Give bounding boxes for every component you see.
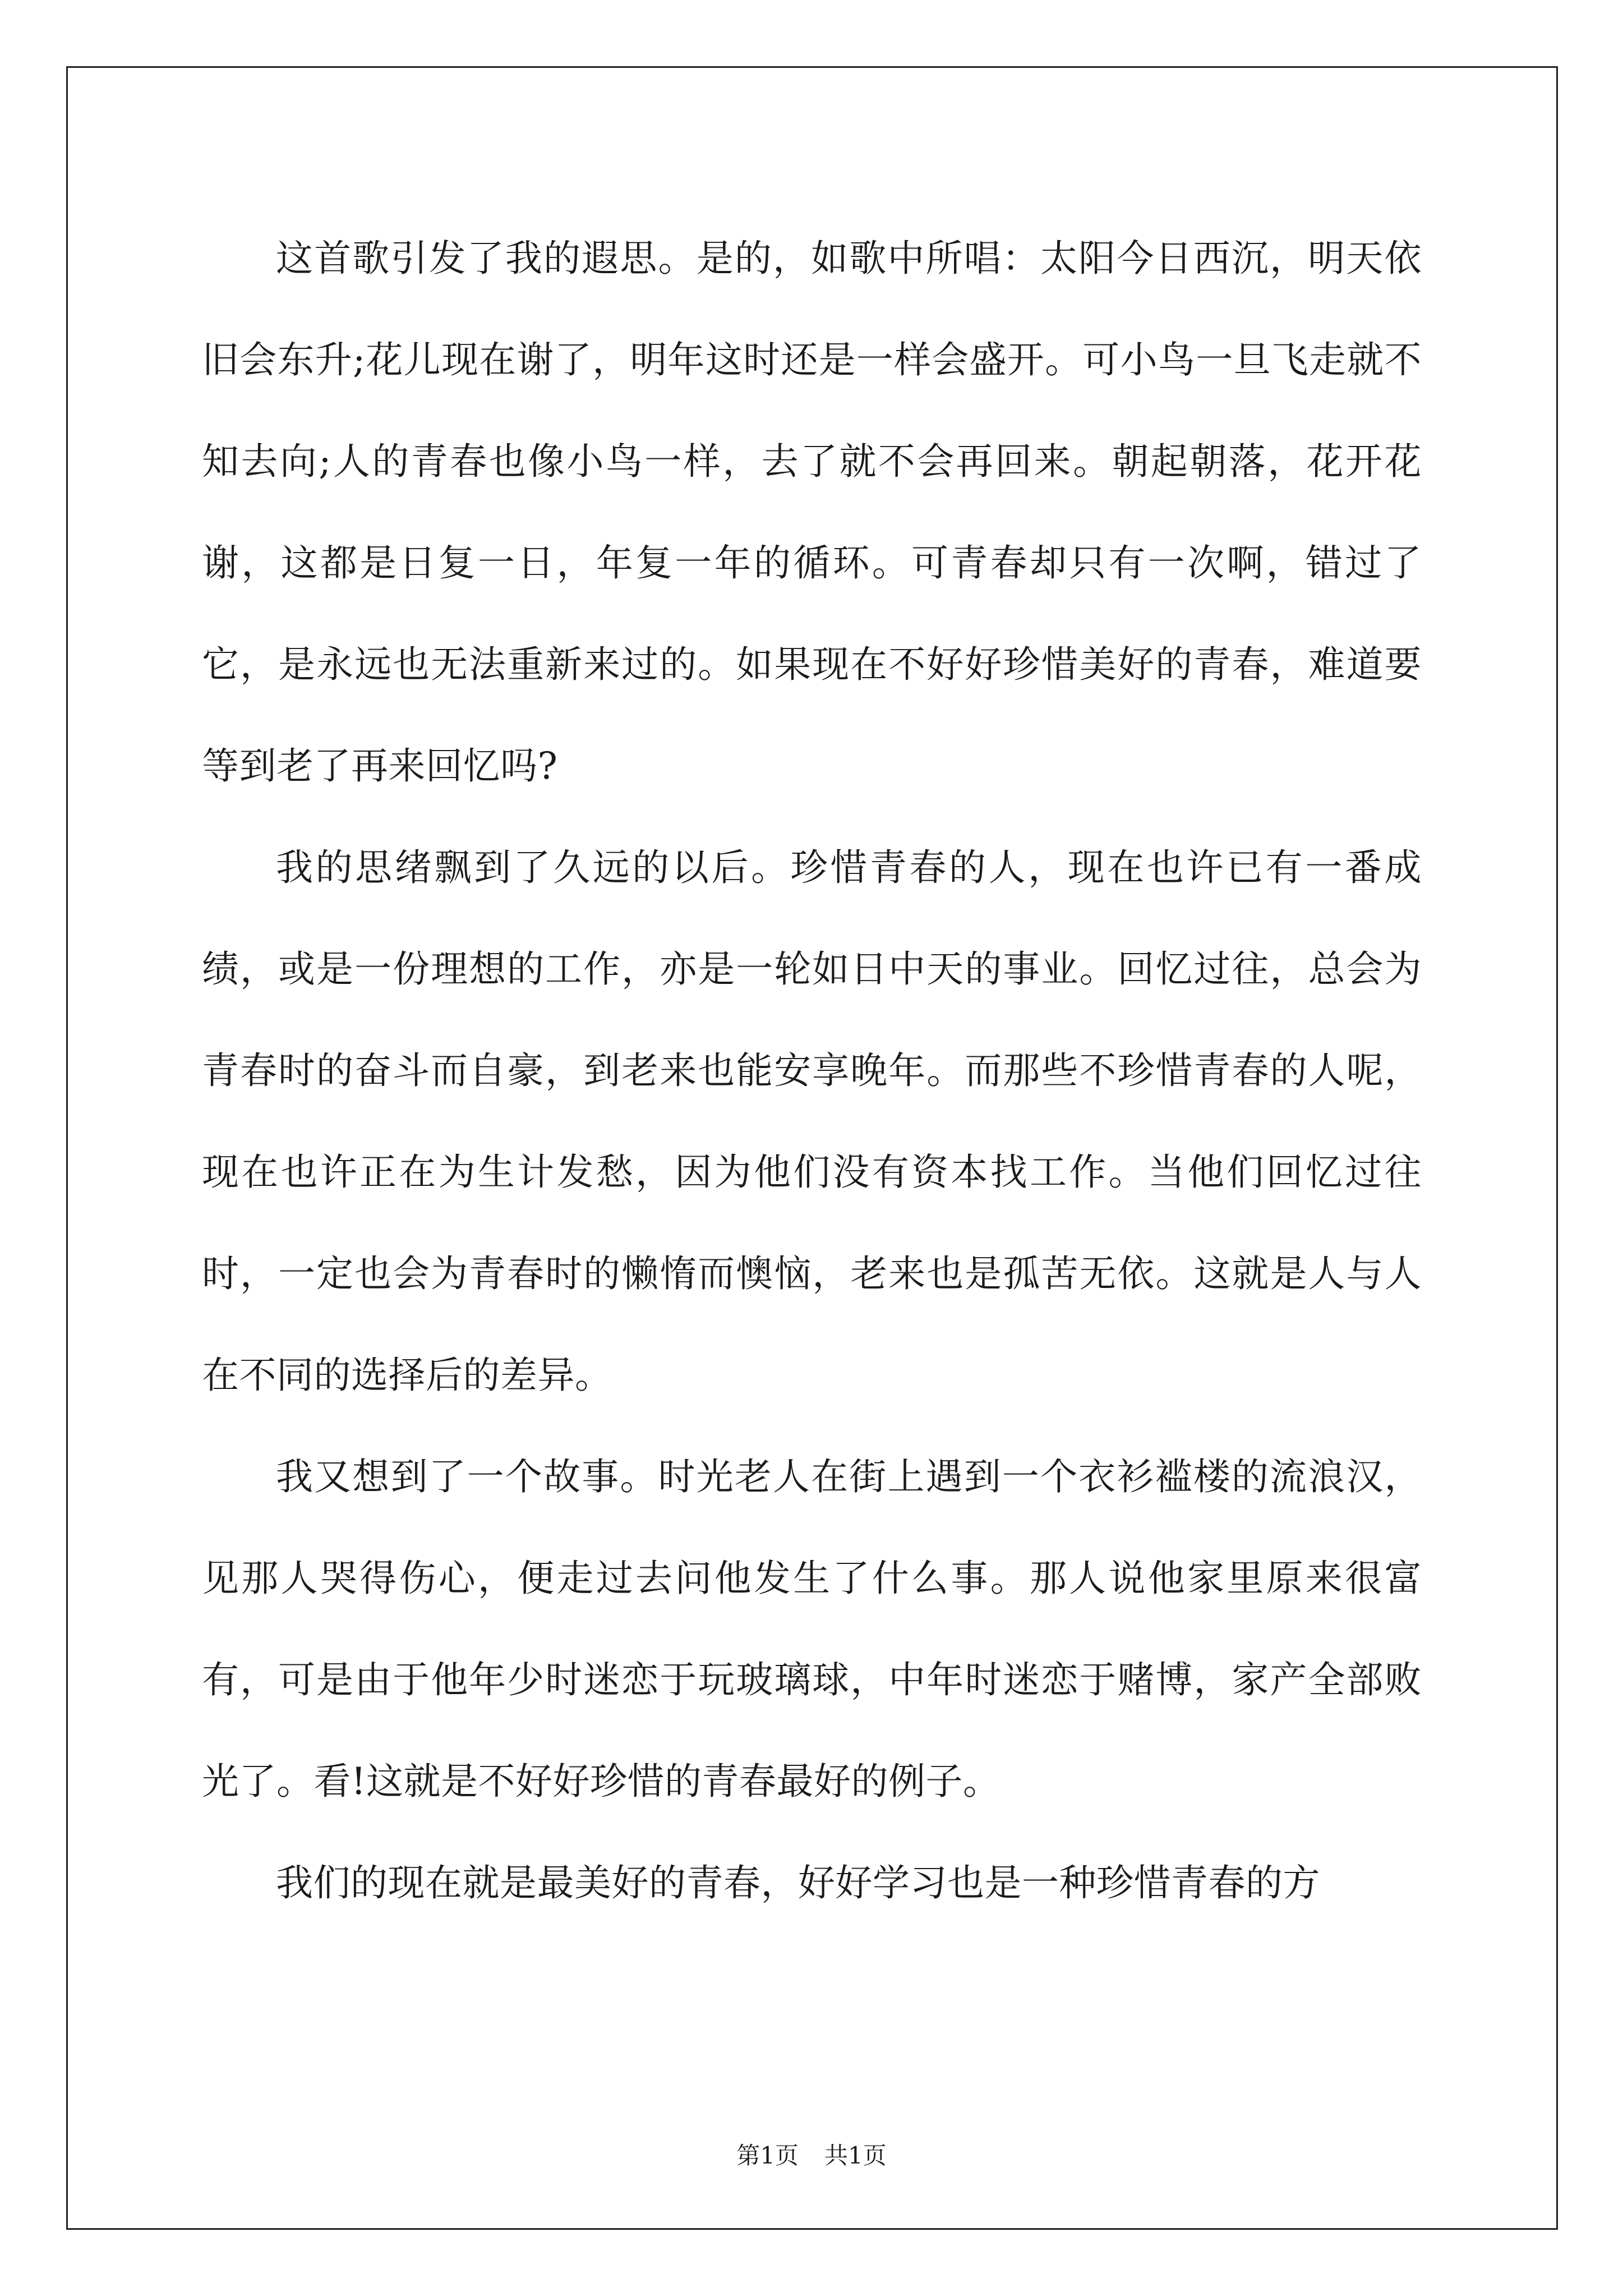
page-number-total: 共1页	[824, 2142, 887, 2169]
page-footer	[0, 2142, 1623, 2170]
paragraph-2: 我的思绪飘到了久远的以后。珍惜青春的人，现在也许已有一番成绩，或是一份理想的工作，亦是一轮如日中天的事业。回忆过往，总会为青春时的奋斗而自豪，到老来也能安享晚年。而那些不珍惜青春的人呢，现在也许正在为生计发愁，因为他们没有资本找工作。当他们回忆过往时，一定也会为青春时的懒惰而懊恼，老来也是孤苦无依。这就是人与人在不同的选择后的差异。	[202, 846, 1422, 1397]
document-body	[202, 208, 1422, 1934]
paragraph-4: 我们的现在就是最美好的青春，好好学习也是一种珍惜青春的方	[276, 1861, 1320, 1904]
page-number-current: 第1页	[736, 2142, 799, 2169]
paragraph-3: 我又想到了一个故事。时光老人在街上遇到一个衣衫褴楼的流浪汉，见那人哭得伤心，便走过去问他发生了什么事。那人说他家里原来很富有，可是由于他年少时迷恋于玩玻璃球，中年时迷恋于赌博，家产全部败光了。看!这就是不好好珍惜的青春最好的例子。	[202, 1455, 1422, 1803]
paragraph-1: 这首歌引发了我的遐思。是的，如歌中所唱：太阳今日西沉，明天依旧会东升;花儿现在谢了，明年这时还是一样会盛开。可小鸟一旦飞走就不知去向;人的青春也像小鸟一样，去了就不会再回来。朝起朝落，花开花谢，这都是日复一日，年复一年的循环。可青春却只有一次啊，错过了它，是永远也无法重新来过的。如果现在不好好珍惜美好的青春，难道要等到老了再来回忆吗?	[202, 237, 1422, 788]
